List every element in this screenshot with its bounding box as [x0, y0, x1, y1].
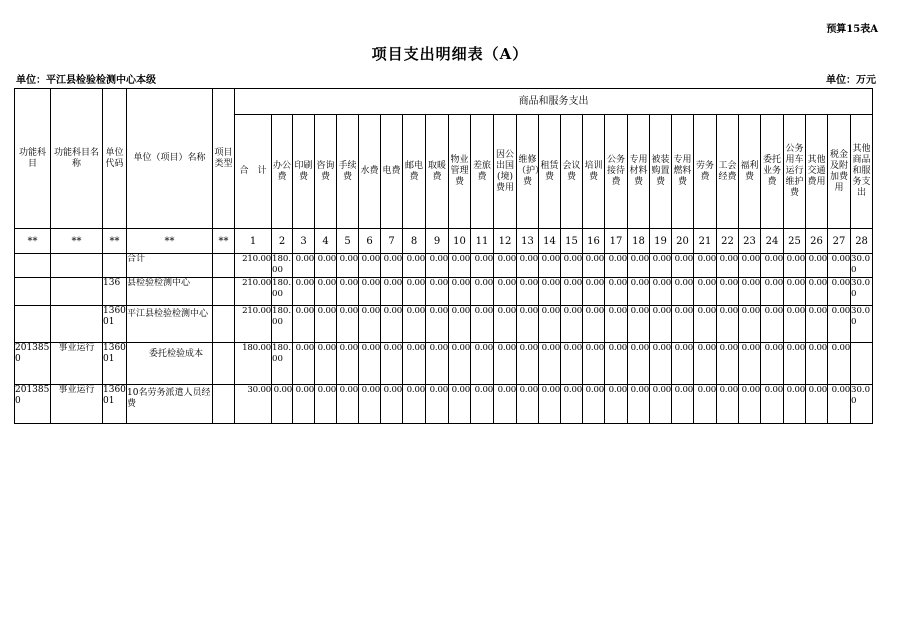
cell-func-code — [15, 254, 51, 278]
cell-value: 0.00 — [293, 306, 315, 343]
cell-value: 0.00 — [403, 306, 426, 343]
col-item-25: 公务用车运行维护费 — [784, 115, 806, 229]
col-item-7: 电费 — [381, 115, 403, 229]
cell-value: 0.00 — [605, 385, 628, 424]
cell-value: 0.00 — [806, 278, 828, 306]
cell-value: 0.00 — [381, 254, 403, 278]
table-row — [15, 343, 895, 385]
cell-value: 0.00 — [694, 306, 717, 343]
cell-value: 0.00 — [717, 385, 739, 424]
table-row — [15, 254, 895, 278]
col-proj-type: 项目类型 — [213, 89, 235, 229]
index-number: 4 — [315, 229, 337, 254]
cell-value: 0.00 — [449, 278, 471, 306]
col-item-1: 合 计 — [235, 115, 272, 229]
index-number: 2 — [272, 229, 293, 254]
cell-unit-code: 136001 — [103, 343, 127, 385]
index-number: 16 — [583, 229, 605, 254]
col-unit-name: 单位（项目）名称 — [127, 89, 213, 229]
cell-value: 0.00 — [672, 385, 694, 424]
cell-value: 0.00 — [381, 278, 403, 306]
index-star: ** — [103, 229, 127, 254]
index-number: 10 — [449, 229, 471, 254]
cell-value: 0.00 — [539, 278, 561, 306]
cell-value: 0.00 — [337, 343, 359, 385]
cell-value: 0.00 — [561, 278, 583, 306]
col-item-18: 专用材料费 — [628, 115, 650, 229]
cell-unit-code: 136 — [103, 278, 127, 306]
cell-func-name — [51, 278, 103, 306]
table-row — [15, 306, 895, 343]
cell-proj-type — [213, 306, 235, 343]
cell-value: 0.00 — [403, 254, 426, 278]
col-item-23: 福利费 — [739, 115, 761, 229]
cell-unit-code: 136001 — [103, 385, 127, 424]
table-row — [15, 385, 895, 424]
cell-value: 0.00 — [784, 385, 806, 424]
index-star: ** — [15, 229, 51, 254]
cell-value: 0.00 — [517, 343, 539, 385]
cell-func-code — [15, 306, 51, 343]
cell-unit-name: 合计 — [127, 254, 213, 278]
index-star: ** — [213, 229, 235, 254]
cell-value: 30.00 — [851, 306, 873, 343]
cell-value: 0.00 — [717, 343, 739, 385]
col-func-name: 功能科目名称 — [51, 89, 103, 229]
cell-value: 0.00 — [539, 343, 561, 385]
cell-value: 0.00 — [561, 343, 583, 385]
cell-value: 0.00 — [426, 385, 449, 424]
cell-value: 0.00 — [449, 343, 471, 385]
cell-value: 0.00 — [583, 385, 605, 424]
cell-value: 0.00 — [359, 385, 381, 424]
col-item-4: 咨询费 — [315, 115, 337, 229]
cell-func-code: 2013850 — [15, 343, 51, 385]
cell-value: 0.00 — [381, 343, 403, 385]
cell-value: 0.00 — [359, 278, 381, 306]
index-number: 17 — [605, 229, 628, 254]
cell-value: 0.00 — [628, 254, 650, 278]
cell-value: 0.00 — [828, 343, 851, 385]
cell-value: 0.00 — [739, 254, 761, 278]
cell-proj-type — [213, 385, 235, 424]
index-number: 15 — [561, 229, 583, 254]
cell-value: 0.00 — [784, 254, 806, 278]
cell-value: 0.00 — [426, 254, 449, 278]
cell-value: 180.00 — [272, 278, 293, 306]
cell-value: 0.00 — [717, 278, 739, 306]
col-item-14: 租赁费 — [539, 115, 561, 229]
cell-value: 0.00 — [471, 254, 494, 278]
cell-value: 0.00 — [539, 306, 561, 343]
cell-value: 0.00 — [806, 254, 828, 278]
cell-value: 0.00 — [828, 254, 851, 278]
cell-value: 0.00 — [628, 306, 650, 343]
cell-value: 0.00 — [494, 278, 517, 306]
cell-value: 0.00 — [628, 385, 650, 424]
cell-func-name — [51, 306, 103, 343]
cell-value: 0.00 — [739, 343, 761, 385]
cell-unit-name: 委托检验成本 — [127, 343, 213, 385]
cell-value: 0.00 — [426, 343, 449, 385]
cell-value: 0.00 — [539, 254, 561, 278]
cell-proj-type — [213, 254, 235, 278]
index-number: 23 — [739, 229, 761, 254]
col-item-15: 会议费 — [561, 115, 583, 229]
cell-value: 0.00 — [717, 306, 739, 343]
cell-value: 0.00 — [694, 343, 717, 385]
cell-value: 0.00 — [650, 278, 672, 306]
cell-value: 0.00 — [561, 385, 583, 424]
cell-value: 0.00 — [583, 343, 605, 385]
cell-value: 0.00 — [426, 278, 449, 306]
cell-value: 0.00 — [650, 343, 672, 385]
cell-value: 0.00 — [337, 385, 359, 424]
cell-value: 0.00 — [761, 278, 784, 306]
index-number: 11 — [471, 229, 494, 254]
cell-value: 30.00 — [235, 385, 272, 424]
cell-value: 0.00 — [605, 306, 628, 343]
cell-value: 0.00 — [784, 306, 806, 343]
expense-detail-table — [14, 88, 895, 424]
cell-value: 0.00 — [761, 306, 784, 343]
cell-value: 0.00 — [761, 343, 784, 385]
index-star: ** — [51, 229, 103, 254]
cell-value: 0.00 — [672, 306, 694, 343]
cell-value: 0.00 — [293, 385, 315, 424]
cell-value: 180.00 — [272, 254, 293, 278]
col-item-21: 劳务费 — [694, 115, 717, 229]
table-row — [15, 278, 895, 306]
cell-value: 180.00 — [272, 306, 293, 343]
col-group-goods-services: 商品和服务支出 — [235, 89, 873, 115]
cell-value: 0.00 — [337, 278, 359, 306]
col-item-12: 因公出国(境)费用 — [494, 115, 517, 229]
cell-value: 0.00 — [494, 306, 517, 343]
cell-value: 0.00 — [761, 254, 784, 278]
cell-value: 0.00 — [628, 278, 650, 306]
cell-value: 0.00 — [605, 278, 628, 306]
cell-value: 0.00 — [650, 306, 672, 343]
index-number: 14 — [539, 229, 561, 254]
index-number: 3 — [293, 229, 315, 254]
cell-value: 0.00 — [761, 385, 784, 424]
cell-value: 0.00 — [471, 278, 494, 306]
col-item-22: 工会经费 — [717, 115, 739, 229]
cell-value: 0.00 — [650, 385, 672, 424]
cell-func-code: 2013850 — [15, 385, 51, 424]
index-number: 26 — [806, 229, 828, 254]
col-item-2: 办公费 — [272, 115, 293, 229]
index-number: 12 — [494, 229, 517, 254]
cell-unit-code: 136001 — [103, 306, 127, 343]
cell-value: 0.00 — [583, 254, 605, 278]
cell-value: 0.00 — [694, 278, 717, 306]
cell-value: 0.00 — [315, 278, 337, 306]
cell-value: 0.00 — [561, 306, 583, 343]
cell-value: 0.00 — [694, 254, 717, 278]
col-item-27: 税金及附加费用 — [828, 115, 851, 229]
index-number: 25 — [784, 229, 806, 254]
cell-value: 0.00 — [561, 254, 583, 278]
cell-value: 0.00 — [739, 306, 761, 343]
cell-value: 0.00 — [403, 385, 426, 424]
index-star: ** — [127, 229, 213, 254]
index-number: 28 — [851, 229, 873, 254]
col-item-20: 专用燃料费 — [672, 115, 694, 229]
cell-value: 0.00 — [739, 278, 761, 306]
cell-value: 210.00 — [235, 306, 272, 343]
index-number: 7 — [381, 229, 403, 254]
cell-value: 0.00 — [337, 306, 359, 343]
cell-func-name: 事业运行 — [51, 343, 103, 385]
index-number: 21 — [694, 229, 717, 254]
col-item-5: 手续费 — [337, 115, 359, 229]
cell-value: 0.00 — [672, 278, 694, 306]
index-number: 13 — [517, 229, 539, 254]
cell-value: 0.00 — [381, 385, 403, 424]
cell-value: 0.00 — [605, 343, 628, 385]
cell-value: 0.00 — [517, 254, 539, 278]
reporting-unit: 单位：平江县检验检测中心本级 — [16, 75, 156, 86]
cell-value: 0.00 — [694, 385, 717, 424]
cell-func-name: 事业运行 — [51, 385, 103, 424]
cell-value: 0.00 — [650, 254, 672, 278]
cell-value: 0.00 — [315, 306, 337, 343]
index-number: 24 — [761, 229, 784, 254]
cell-value: 0.00 — [449, 385, 471, 424]
cell-value: 0.00 — [583, 278, 605, 306]
cell-value: 0.00 — [739, 385, 761, 424]
col-item-13: 维修（护）费 — [517, 115, 539, 229]
col-item-28: 其他商品和服务支出 — [851, 115, 873, 229]
cell-value: 180.00 — [235, 343, 272, 385]
cell-value: 0.00 — [359, 306, 381, 343]
cell-value: 0.00 — [359, 254, 381, 278]
cell-value: 0.00 — [583, 306, 605, 343]
cell-func-code — [15, 278, 51, 306]
index-number: 18 — [628, 229, 650, 254]
cell-value: 0.00 — [449, 306, 471, 343]
index-number: 9 — [426, 229, 449, 254]
cell-value: 0.00 — [381, 306, 403, 343]
cell-value: 0.00 — [272, 385, 293, 424]
col-unit-code: 单位代码 — [103, 89, 127, 229]
index-number: 5 — [337, 229, 359, 254]
cell-value: 0.00 — [471, 343, 494, 385]
cell-value: 0.00 — [315, 385, 337, 424]
cell-value: 0.00 — [471, 306, 494, 343]
cell-value: 0.00 — [806, 343, 828, 385]
cell-value: 0.00 — [672, 254, 694, 278]
col-item-6: 水费 — [359, 115, 381, 229]
cell-value: 0.00 — [517, 278, 539, 306]
cell-value: 0.00 — [539, 385, 561, 424]
cell-value: 0.00 — [806, 306, 828, 343]
cell-func-name — [51, 254, 103, 278]
cell-value: 0.00 — [293, 278, 315, 306]
col-item-10: 物业管理费 — [449, 115, 471, 229]
cell-value: 30.00 — [851, 254, 873, 278]
cell-value: 0.00 — [517, 306, 539, 343]
cell-value: 0.00 — [494, 343, 517, 385]
cell-value: 0.00 — [828, 385, 851, 424]
index-number: 1 — [235, 229, 272, 254]
index-number: 22 — [717, 229, 739, 254]
cell-unit-code — [103, 254, 127, 278]
col-item-9: 取暖费 — [426, 115, 449, 229]
cell-value: 0.00 — [315, 343, 337, 385]
cell-value: 0.00 — [494, 254, 517, 278]
col-item-19: 被装购置费 — [650, 115, 672, 229]
cell-value: 0.00 — [315, 254, 337, 278]
form-number: 预算15表A — [826, 24, 878, 35]
index-number: 20 — [672, 229, 694, 254]
cell-proj-type — [213, 343, 235, 385]
cell-value: 0.00 — [828, 306, 851, 343]
cell-value: 0.00 — [293, 254, 315, 278]
cell-unit-name: 平江县检验检测中心 — [127, 306, 213, 343]
col-item-17: 公务接待费 — [605, 115, 628, 229]
cell-value: 0.00 — [403, 278, 426, 306]
cell-value: 210.00 — [235, 278, 272, 306]
cell-value: 0.00 — [337, 254, 359, 278]
col-item-26: 其他交通费用 — [806, 115, 828, 229]
col-item-24: 委托业务费 — [761, 115, 784, 229]
cell-value: 0.00 — [784, 343, 806, 385]
cell-value: 0.00 — [403, 343, 426, 385]
index-number: 8 — [403, 229, 426, 254]
col-item-3: 印刷费 — [293, 115, 315, 229]
cell-unit-name: 县检验检测中心 — [127, 278, 213, 306]
currency-unit: 单位：万元 — [826, 75, 876, 86]
cell-value: 210.00 — [235, 254, 272, 278]
col-item-11: 差旅费 — [471, 115, 494, 229]
cell-value: 0.00 — [494, 385, 517, 424]
cell-value: 0.00 — [628, 343, 650, 385]
cell-value: 0.00 — [806, 385, 828, 424]
cell-value: 0.00 — [717, 254, 739, 278]
cell-value: 0.00 — [449, 254, 471, 278]
cell-value: 30.00 — [851, 278, 873, 306]
cell-value: 180.00 — [272, 343, 293, 385]
cell-proj-type — [213, 278, 235, 306]
cell-value: 0.00 — [605, 254, 628, 278]
cell-value — [851, 343, 873, 385]
index-number: 6 — [359, 229, 381, 254]
cell-value: 0.00 — [828, 278, 851, 306]
cell-value: 0.00 — [784, 278, 806, 306]
cell-value: 30.00 — [851, 385, 873, 424]
cell-unit-name: 10名劳务派遣人员经费 — [127, 385, 213, 424]
cell-value: 0.00 — [672, 343, 694, 385]
index-number: 27 — [828, 229, 851, 254]
cell-value: 0.00 — [471, 385, 494, 424]
cell-value: 0.00 — [517, 385, 539, 424]
cell-value: 0.00 — [426, 306, 449, 343]
index-number: 19 — [650, 229, 672, 254]
col-item-16: 培训费 — [583, 115, 605, 229]
cell-value: 0.00 — [359, 343, 381, 385]
cell-value: 0.00 — [293, 343, 315, 385]
col-func-code: 功能科目 — [15, 89, 51, 229]
col-item-8: 邮电费 — [403, 115, 426, 229]
page-title: 项目支出明细表（A） — [371, 45, 529, 63]
